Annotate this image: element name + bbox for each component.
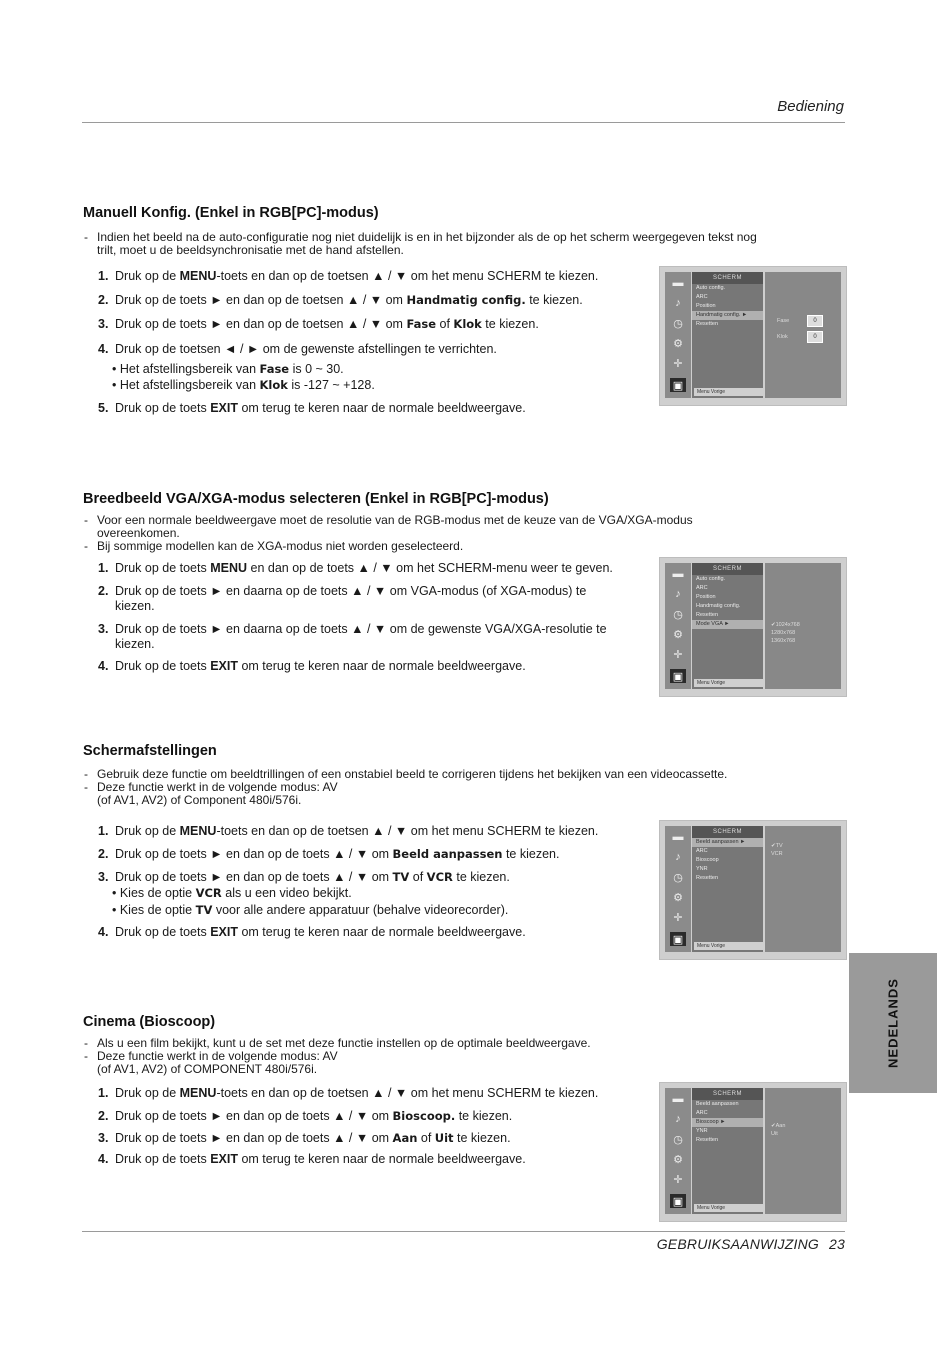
header-rule (82, 122, 845, 123)
osd-submenu-panel (765, 272, 841, 398)
osd-menu-title: SCHERM (692, 272, 763, 284)
timer-icon: ◷ (673, 871, 683, 884)
osd-menu-item-selected: Beeld aanpassen ► (692, 838, 763, 847)
page-header-title: Bediening (777, 98, 844, 115)
screen-icon: ▣ (670, 378, 686, 392)
osd-menu-footer: Menu Vorige (694, 1204, 763, 1212)
section-4-bullets (84, 1037, 784, 1076)
range-note: • Het afstellingsbereik van Fase is 0 ~ 30. (112, 362, 344, 376)
setup-icon: ⚙ (673, 891, 683, 904)
osd-icon-bar (665, 272, 691, 398)
step-item: 3. Druk op de toets ► en dan op de toets ▲ / ▼ om TV of VCR te kiezen. (98, 870, 510, 884)
osd-menu-item: ARC (696, 848, 708, 854)
osd-menu-item: Resetten (696, 1137, 719, 1143)
timer-icon: ◷ (673, 1133, 683, 1146)
osd-menu-item: Resetten (696, 321, 719, 327)
osd-menu-screenshot (659, 266, 847, 406)
osd-option: Uit (771, 1131, 778, 1137)
osd-value-box: 0 (807, 331, 823, 343)
footer-label: GEBRUIKSAANWIJZING (656, 1236, 820, 1252)
section-title-screen-adjust: Schermafstellingen (83, 743, 217, 759)
step-item: 1. Druk op de toets MENU en dan op de toets ▲ / ▼ om het SCHERM-menu weer te geven. (98, 561, 613, 575)
osd-menu-item: Auto config. (696, 285, 726, 291)
footer-rule (82, 1231, 845, 1232)
step-item: 4. Druk op de toets EXIT om terug te keren naar de normale beeldweergave. (98, 659, 526, 673)
osd-menu-title: SCHERM (692, 826, 763, 838)
osd-icon-bar (665, 826, 691, 952)
section-3-bullets (84, 768, 784, 807)
step-item: 2. Druk op de toets ► en daarna op de toets ▲ / ▼ om VGA-modus (of XGA-modus) te kiezen. (98, 584, 587, 613)
timer-icon: ◷ (673, 608, 683, 621)
osd-value-box: 0 (807, 315, 823, 327)
step-item: 2. Druk op de toets ► en dan op de toets ▲ / ▼ om Beeld aanpassen te kiezen. (98, 847, 560, 861)
osd-menu-item: Resetten (696, 875, 719, 881)
option-note: • Kies de optie TV voor alle andere apparatuur (behalve videorecorder). (112, 903, 509, 917)
language-side-tab-label: NEDELANDS (885, 978, 901, 1068)
osd-menu-item: ARC (696, 1110, 708, 1116)
osd-menu-item: ARC (696, 294, 708, 300)
picture-icon: ▬ (672, 831, 684, 843)
step-item: 1. Druk op de MENU-toets en dan op de toetsen ▲ / ▼ om het menu SCHERM te kiezen. (98, 269, 599, 283)
sound-icon: ♪ (675, 851, 681, 863)
section-title-cinema: Cinema (Bioscoop) (83, 1014, 216, 1030)
osd-menu-title: SCHERM (692, 563, 763, 575)
osd-menu-item: Resetten (696, 612, 719, 618)
osd-submenu-panel (765, 1088, 841, 1214)
osd-menu-item: YNR (696, 866, 708, 872)
screen-icon: ▣ (670, 932, 686, 946)
osd-menu-item-selected: Mode VGA ► (692, 620, 763, 629)
setup-icon: ⚙ (673, 628, 683, 641)
osd-option: 1280x768 (771, 630, 796, 636)
osd-menu-item: ARC (696, 585, 708, 591)
bullet-item: - Als u een film bekijkt, kunt u de set met deze functie instellen op de optimale beeldweergave. (84, 1037, 784, 1050)
bullet-item: - Voor een normale beeldweergave moet de resolutie van de RGB-modus met de keuze van de VGA/XGA-modus overeenkomen. (84, 514, 767, 540)
osd-submenu-panel (765, 563, 841, 689)
osd-menu-panel (692, 826, 763, 952)
bullet-item: - Gebruik deze functie om beeldtrillingen of een onstabiel beeld te corrigeren tijdens het bekijken van een videocassette. (84, 768, 784, 781)
bullet-item: - Bij sommige modellen kan de XGA-modus niet worden geselecteerd. (84, 540, 784, 553)
osd-menu-item-selected: Bioscoop ► (692, 1118, 763, 1127)
osd-option: ✔TV (771, 843, 783, 849)
bullet-item: - Deze functie werkt in de volgende modus: AV (of AV1, AV2) of COMPONENT 480i/576i. (84, 1050, 347, 1076)
osd-menu-item-selected: Handmatig config. ► (692, 311, 763, 320)
sound-icon: ♪ (675, 1113, 681, 1125)
step-item: 5. Druk op de toets EXIT om terug te keren naar de normale beeldweergave. (98, 401, 526, 415)
option-note: • Kies de optie VCR als u een video bekijkt. (112, 886, 352, 900)
step-item: 4. Druk op de toets EXIT om terug te keren naar de normale beeldweergave. (98, 925, 526, 939)
step-item: 3. Druk op de toets ► en dan op de toets ▲ / ▼ om Aan of Uit te kiezen. (98, 1131, 511, 1145)
step-item: 4. Druk op de toets EXIT om terug te keren naar de normale beeldweergave. (98, 1152, 526, 1166)
osd-menu-panel (692, 1088, 763, 1214)
osd-menu-item: Bioscoop (696, 857, 719, 863)
osd-menu-item: YNR (696, 1128, 708, 1134)
step-item: 3. Druk op de toets ► en daarna op de toets ▲ / ▼ om de gewenste VGA/XGA-resolutie te kiezen. (98, 622, 607, 651)
osd-option: VCR (771, 851, 783, 857)
step-item: 3. Druk op de toets ► en dan op de toetsen ▲ / ▼ om Fase of Klok te kiezen. (98, 317, 539, 331)
osd-option-label: Fase (777, 318, 790, 324)
screen-icon: ▣ (670, 1194, 686, 1208)
bullet-item: - Indien het beeld na de auto-configuratie nog niet duidelijk is en in het bijzonder als de op het scherm weergegeven tekst nog trilt, moet u de beeldsynchronisatie met de hand afstellen. (84, 231, 777, 257)
screen-icon: ▣ (670, 669, 686, 683)
picture-icon: ▬ (672, 1093, 684, 1105)
osd-option: 1360x768 (771, 638, 796, 644)
section-1-bullets (84, 231, 784, 257)
osd-option-label: Klok (777, 334, 788, 340)
osd-menu-panel (692, 272, 763, 398)
language-side-tab (849, 953, 937, 1093)
screen-adjust-icon: ✛ (673, 357, 683, 370)
setup-icon: ⚙ (673, 1153, 683, 1166)
osd-menu-footer: Menu Vorige (694, 942, 763, 950)
sound-icon: ♪ (675, 297, 681, 309)
step-item: 2. Druk op de toets ► en dan op de toetsen ▲ / ▼ om Handmatig config. te kiezen. (98, 293, 583, 307)
osd-menu-panel (692, 563, 763, 689)
picture-icon: ▬ (672, 568, 684, 580)
setup-icon: ⚙ (673, 337, 683, 350)
osd-menu-title: SCHERM (692, 1088, 763, 1100)
osd-menu-footer: Menu Vorige (694, 388, 763, 396)
osd-menu-screenshot (659, 557, 847, 697)
timer-icon: ◷ (673, 317, 683, 330)
page-footer (657, 1236, 845, 1252)
osd-menu-item: Position (696, 594, 716, 600)
osd-menu-item: Beeld aanpassen (696, 1101, 739, 1107)
screen-adjust-icon: ✛ (673, 911, 683, 924)
section-2-bullets (84, 514, 784, 553)
osd-menu-screenshot (659, 1082, 847, 1222)
osd-menu-screenshot (659, 820, 847, 960)
section-title-manual-config: Manuell Konfig. (Enkel in RGB[PC]-modus) (83, 205, 379, 221)
range-note: • Het afstellingsbereik van Klok is -127 ~ +128. (112, 378, 375, 392)
page-number: 23 (829, 1236, 845, 1252)
osd-option: ✔1024x768 (771, 622, 800, 628)
section-title-wide-vga-xga: Breedbeeld VGA/XGA-modus selecteren (Enkel in RGB[PC]-modus) (83, 491, 549, 507)
picture-icon: ▬ (672, 277, 684, 289)
screen-adjust-icon: ✛ (673, 1173, 683, 1186)
step-item: 2. Druk op de toets ► en dan op de toets ▲ / ▼ om Bioscoop. te kiezen. (98, 1109, 513, 1123)
osd-menu-item: Handmatig config. (696, 603, 741, 609)
step-item: 1. Druk op de MENU-toets en dan op de toetsen ▲ / ▼ om het menu SCHERM te kiezen. (98, 1086, 599, 1100)
step-item: 4. Druk op de toetsen ◄ / ► om de gewenste afstellingen te verrichten. (98, 342, 497, 356)
osd-menu-item: Auto config. (696, 576, 726, 582)
bullet-item: - Deze functie werkt in de volgende modus: AV (of AV1, AV2) of Component 480i/576i. (84, 781, 347, 807)
osd-submenu-panel (765, 826, 841, 952)
osd-icon-bar (665, 563, 691, 689)
osd-menu-footer: Menu Vorige (694, 679, 763, 687)
osd-menu-item: Position (696, 303, 716, 309)
osd-option: ✔Aan (771, 1123, 786, 1129)
step-item: 1. Druk op de MENU-toets en dan op de toetsen ▲ / ▼ om het menu SCHERM te kiezen. (98, 824, 599, 838)
screen-adjust-icon: ✛ (673, 648, 683, 661)
osd-icon-bar (665, 1088, 691, 1214)
sound-icon: ♪ (675, 588, 681, 600)
